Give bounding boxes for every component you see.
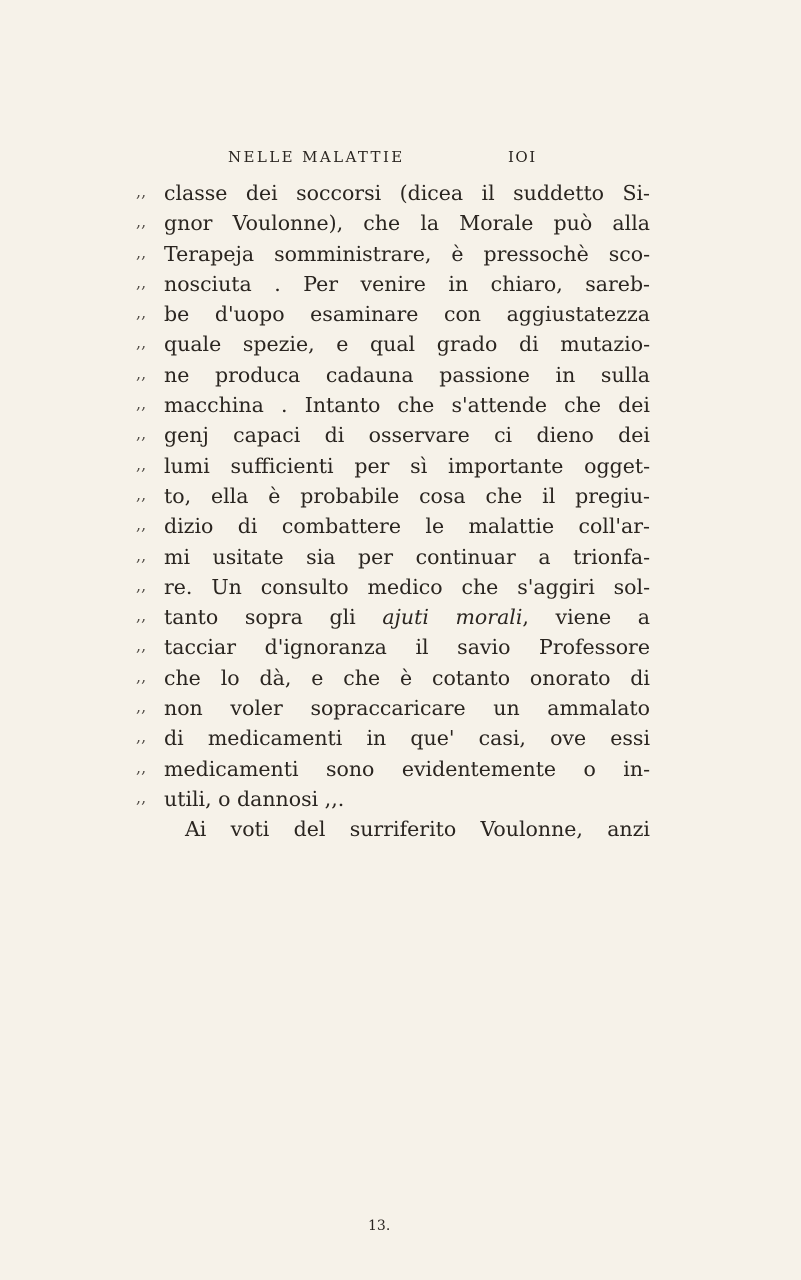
quote-mark: ,, — [136, 484, 147, 504]
line-text: medicamenti sono evidentemente o in- — [164, 756, 650, 781]
text-line — [0, 634, 801, 664]
quote-mark: ,, — [136, 182, 147, 201]
quote-mark: ,, — [136, 333, 147, 353]
page-number: IOI — [508, 148, 537, 166]
quote-mark: ,, — [136, 606, 147, 626]
body-text — [0, 180, 801, 847]
line-text: tacciar d'ignoranza il savio Professore — [164, 635, 650, 660]
text-line — [0, 422, 801, 452]
signature-mark: 13. — [368, 1218, 391, 1234]
text-line — [0, 665, 801, 695]
quote-mark: ,, — [136, 575, 147, 595]
text-line — [0, 241, 801, 271]
quote-mark: ,, — [136, 515, 147, 535]
line-segment: , viene a — [522, 605, 650, 630]
text-line — [0, 604, 801, 634]
text-line — [0, 695, 801, 725]
line-text: che lo dà, e che è cotanto onorato di — [164, 665, 650, 690]
quote-mark: ,, — [136, 666, 147, 686]
line-text-with-italic — [164, 604, 650, 630]
quote-mark: ,, — [136, 272, 147, 292]
quote-mark: ,, — [136, 363, 147, 383]
text-line — [0, 180, 801, 210]
line-text: genj capaci di osservare ci dieno dei — [164, 423, 650, 448]
line-text: non voler sopraccaricare un ammalato — [164, 696, 650, 721]
quote-mark: ,, — [136, 757, 147, 777]
quote-mark: ,, — [136, 212, 147, 232]
quote-mark: ,, — [136, 454, 147, 474]
quote-mark: ,, — [136, 303, 147, 323]
line-text: dizio di combattere le malattie coll'ar- — [164, 514, 650, 539]
line-text: classe dei soccorsi (dicea il suddetto Si- — [164, 181, 650, 205]
text-line — [0, 331, 801, 361]
text-line — [0, 816, 801, 846]
line-text: Terapeja somministrare, è pressochè sco- — [164, 241, 650, 266]
paragraph-start-line: Ai voti del surriferito Voulonne, anzi — [185, 817, 650, 842]
quote-mark: ,, — [136, 697, 147, 717]
running-head — [0, 148, 801, 172]
line-text: lumi sufficienti per sì importante ogget- — [164, 453, 650, 478]
line-text: be d'uopo esaminare con aggiustatezza — [164, 302, 650, 327]
quote-mark: ,, — [136, 787, 147, 807]
text-line — [0, 756, 801, 786]
quote-mark: ,, — [136, 545, 147, 565]
closing-line: utili, o dannosi ,,. — [164, 786, 345, 811]
line-segment: tanto sopra gli — [164, 605, 383, 630]
text-line — [0, 544, 801, 574]
line-text: di medicamenti in que' casi, ove essi — [164, 726, 650, 751]
line-text: re. Un consulto medico che s'aggiri sol- — [164, 574, 650, 599]
line-text: macchina . Intanto che s'attende che dei — [164, 393, 650, 418]
line-text: quale spezie, e qual grado di mutazio- — [164, 332, 650, 357]
line-text: nosciuta . Per venire in chiaro, sareb- — [164, 271, 650, 296]
quote-mark: ,, — [136, 636, 147, 656]
text-line — [0, 513, 801, 543]
text-line — [0, 271, 801, 301]
text-line — [0, 392, 801, 422]
quote-mark: ,, — [136, 727, 147, 747]
italic-phrase: ajuti morali — [382, 605, 523, 630]
text-line — [0, 453, 801, 483]
text-line — [0, 210, 801, 240]
text-line — [0, 725, 801, 755]
text-line — [0, 362, 801, 392]
text-line — [0, 574, 801, 604]
line-text: ne produca cadauna passione in sulla — [164, 362, 650, 387]
line-text: mi usitate sia per continuar a trionfa- — [164, 544, 650, 569]
text-line — [0, 483, 801, 513]
line-text: gnor Voulonne), che la Morale può alla — [164, 211, 650, 236]
quote-mark: ,, — [136, 394, 147, 414]
text-line — [0, 786, 801, 816]
quote-mark: ,, — [136, 424, 147, 444]
quote-mark: ,, — [136, 242, 147, 262]
line-text: to, ella è probabile cosa che il pregiu- — [164, 483, 650, 508]
text-line — [0, 301, 801, 331]
running-title: NELLE MALATTIE — [228, 148, 405, 166]
